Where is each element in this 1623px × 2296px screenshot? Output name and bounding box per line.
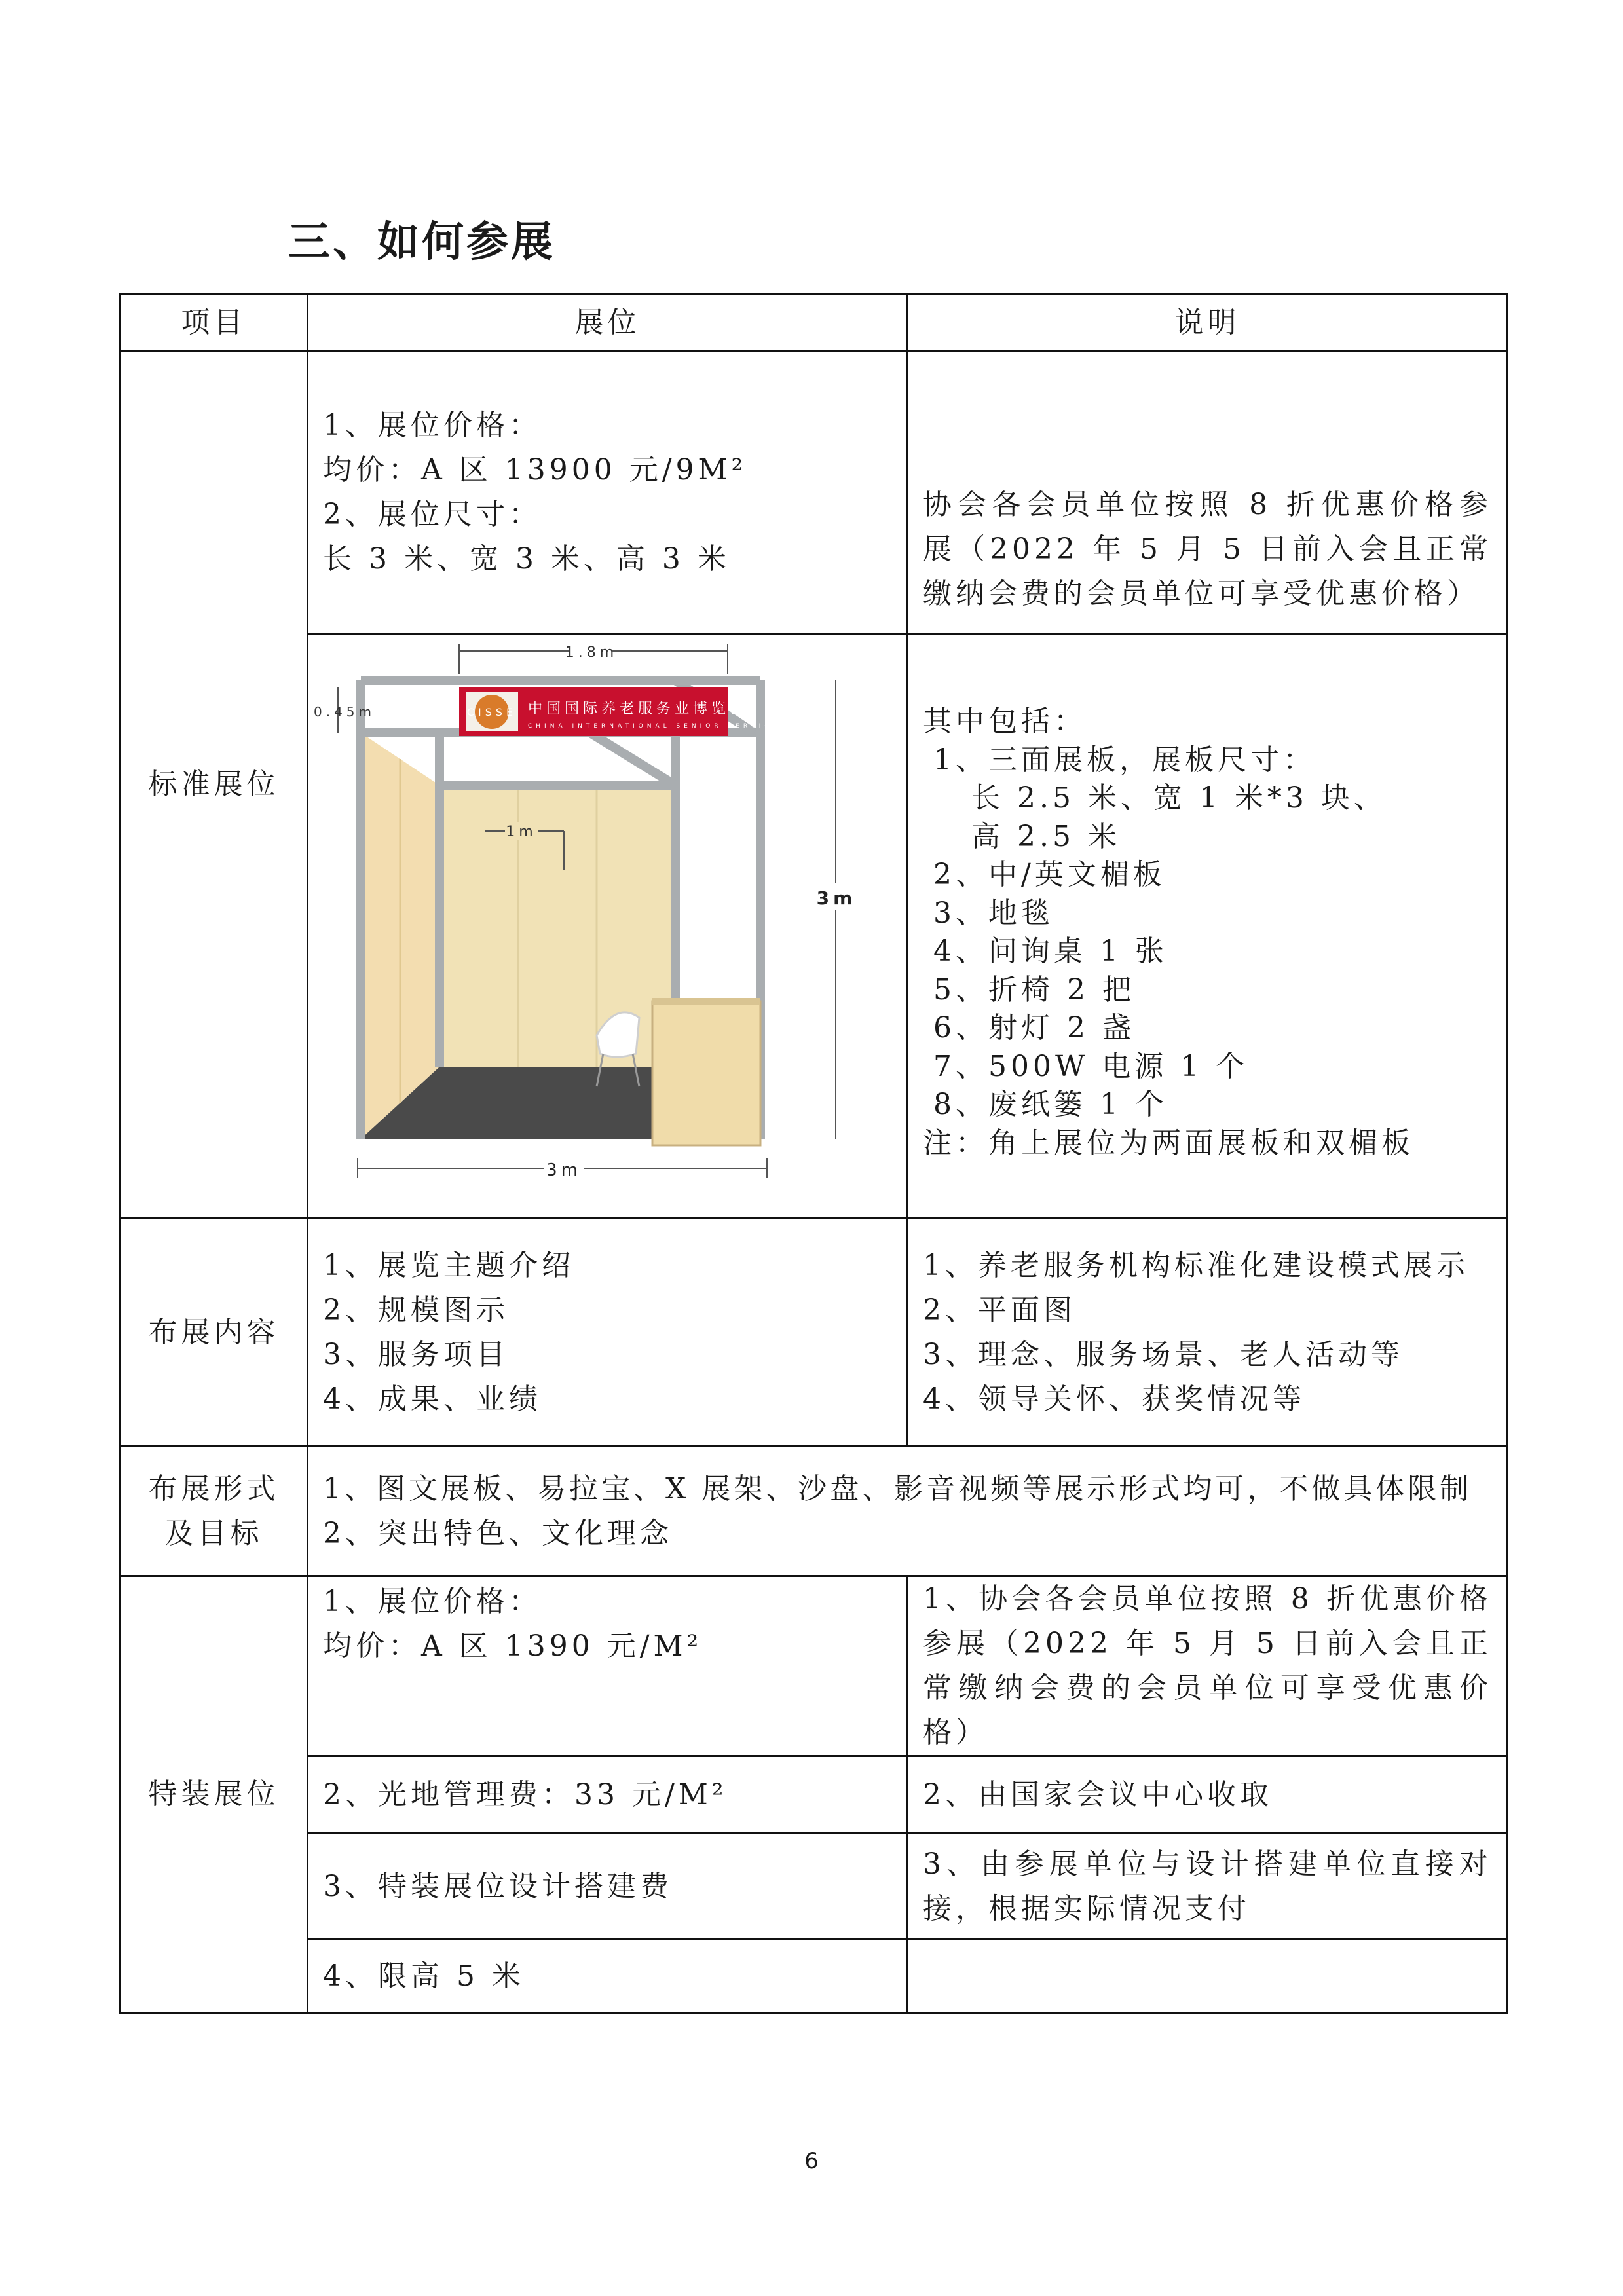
content-line: 2、规模图示 <box>323 1293 509 1327</box>
include-line: 4、问询桌 1 张 <box>933 935 1168 968</box>
content-line: 3、理念、服务场景、老人活动等 <box>923 1337 1404 1371</box>
content-line: 1、展览主题介绍 <box>323 1248 574 1282</box>
standard-booth-price-row <box>121 351 1508 634</box>
include-line: 8、废纸篓 1 个 <box>933 1088 1168 1121</box>
dim-inner-label: 1m <box>506 824 537 840</box>
special-right-cell: 1、协会各会员单位按照 8 折优惠价格参展（2022 年 5 月 5 日前入会且正常缴纳会费的会员单位可享受优惠价格） <box>908 1576 1508 1756</box>
back-wall <box>439 785 675 1067</box>
include-line: 7、500W 电源 1 个 <box>933 1049 1249 1083</box>
fascia-text-en: CHINA INTERNATIONAL SENIOR SERVICES EXPO <box>528 723 826 730</box>
special-right-cell: 3、由参展单位与设计搭建单位直接对接，根据实际情况支付 <box>908 1834 1508 1940</box>
content-line: 1、养老服务机构标准化建设模式展示 <box>923 1248 1469 1282</box>
form-line: 1、图文展板、易拉宝、X 展架、沙盘、影音视频等展示形式均可，不做具体限制 <box>323 1472 1472 1506</box>
include-line: 3、地毯 <box>933 896 1054 930</box>
standard-booth-label: 标准展位 <box>121 351 308 1219</box>
special-left-cell: 2、光地管理费：33 元/M² <box>308 1756 908 1834</box>
layout-form-content <box>308 1447 1508 1576</box>
content-line: 2、平面图 <box>923 1293 1076 1327</box>
header-description: 说明 <box>908 295 1508 351</box>
form-line: 2、突出特色、文化理念 <box>323 1516 673 1550</box>
table-header-row <box>121 295 1508 351</box>
dim-top-label: 1.8m <box>565 644 618 661</box>
price-line: 1、展位价格： <box>323 408 542 442</box>
booth-image-cell <box>308 634 908 1219</box>
layout-form-row <box>121 1447 1508 1576</box>
special-left-cell: 3、特装展位设计搭建费 <box>308 1834 908 1940</box>
layout-content-label: 布展内容 <box>121 1219 308 1447</box>
standard-booth-price-cell <box>308 351 908 634</box>
dim-fascia-label: 0.45m <box>314 704 376 720</box>
include-line: 高 2.5 米 <box>971 819 1121 853</box>
fascia-text-cn: 中国国际养老服务业博览会 <box>528 701 749 717</box>
include-line: 长 2.5 米、宽 1 米*3 块、 <box>971 781 1387 815</box>
includes-cell <box>908 634 1508 1219</box>
special-booth-row-2 <box>121 1756 1508 1834</box>
include-line: 6、射灯 2 盏 <box>933 1011 1135 1045</box>
special-left-cell: 4、限高 5 米 <box>308 1940 908 2013</box>
special-right-cell <box>908 1940 1508 2013</box>
discount-note: 协会各会员单位按照 8 折优惠价格参展（2022 年 5 月 5 日前入会且正常缴纳会费的会员单位可享受优惠价格） <box>908 351 1508 634</box>
booth-illustration <box>308 635 908 1217</box>
layout-content-row <box>121 1219 1508 1447</box>
special-booth-row-1 <box>121 1576 1508 1756</box>
dim-bottom-label: 3m <box>546 1160 582 1180</box>
section-heading: 三、如何参展 <box>288 218 555 267</box>
price-line: 长 3 米、宽 3 米、高 3 米 <box>323 542 730 576</box>
content-line: 4、领导关怀、获奖情况等 <box>923 1382 1305 1416</box>
header-booth: 展位 <box>308 295 908 351</box>
exhibition-table <box>119 293 1508 2014</box>
include-line: 5、折椅 2 把 <box>933 972 1135 1007</box>
price-line: 2、展位尺寸： <box>323 497 542 531</box>
logo-text: CISSE <box>466 706 517 718</box>
dim-height-label: 3m <box>816 887 857 909</box>
special-booth-row-3 <box>121 1834 1508 1940</box>
layout-content-left <box>308 1219 908 1447</box>
page-number: 6 <box>804 2148 819 2174</box>
info-desk <box>652 1001 760 1145</box>
header-item: 项目 <box>121 295 308 351</box>
standard-booth-image-row <box>121 634 1508 1219</box>
include-line: 其中包括： <box>923 705 1087 738</box>
layout-content-right <box>908 1219 1508 1447</box>
content-line: 4、成果、业绩 <box>323 1382 542 1416</box>
special-booth-row-4 <box>121 1940 1508 2013</box>
special-left-cell: 1、展位价格： 均价：A 区 1390 元/M² <box>308 1576 908 1756</box>
special-booth-label: 特装展位 <box>121 1576 308 2013</box>
price-line: 均价：A 区 13900 元/9M² <box>323 453 747 487</box>
include-line: 2、中/英文楣板 <box>933 858 1166 891</box>
special-right-cell: 2、由国家会议中心收取 <box>908 1756 1508 1834</box>
content-line: 3、服务项目 <box>323 1337 509 1371</box>
include-line: 1、三面展板，展板尺寸： <box>933 743 1316 777</box>
include-note: 注：角上展位为两面展板和双楣板 <box>923 1126 1414 1160</box>
layout-form-label: 布展形式 及目标 <box>121 1447 308 1576</box>
